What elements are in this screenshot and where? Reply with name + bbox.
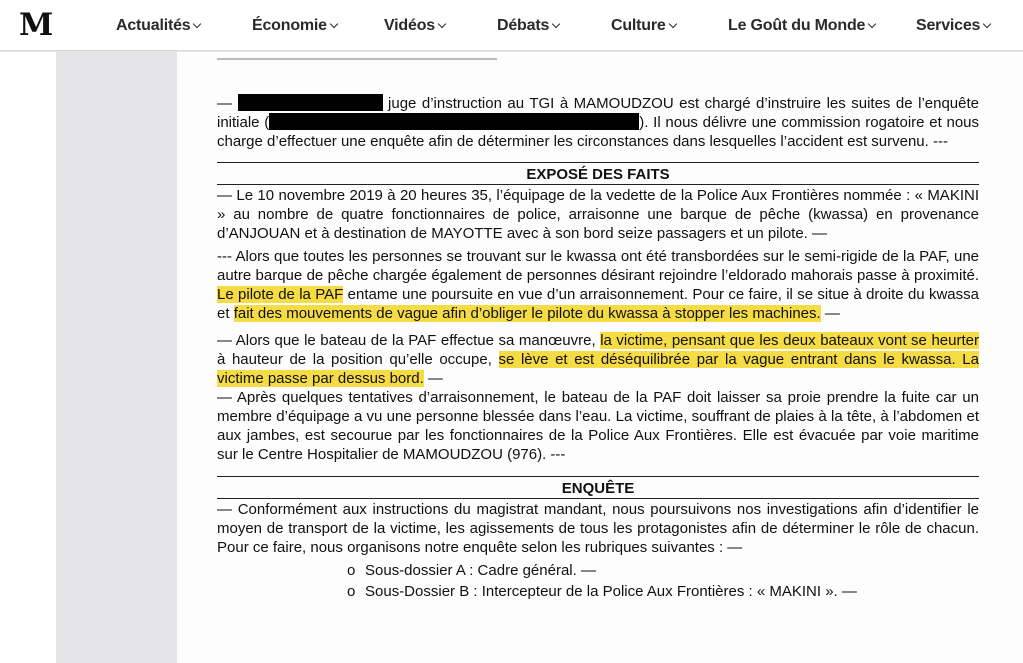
nav-item-economie[interactable] — [252, 15, 337, 37]
paragraph-faits-4: — Après quelques tentatives d’arraisonnement, le bateau de la PAF doit laisser sa proie prendre la fuite car un membre d’équipage a vu une personne blessée dans l’eau. La victime, souffrant de plaies à la tête, à l’abdomen et aux jambes, est secourue par les fonctionnaires de la Police Aux Frontières. Elle est évacuée par voie maritime sur le Centre Hospitalier de MAMOUDZOU (976). --- — [217, 389, 979, 463]
nav-item-label: Culture — [611, 17, 666, 34]
text: juge d’instruction au TGI à MAMOUDZOU est chargé d’instruire les suites de l’enquête initiale ( — [217, 95, 980, 131]
nav-item-label: Économie — [252, 17, 327, 34]
heading-enquete: ENQUÊTE — [217, 479, 979, 499]
nav-item-label: Débats — [497, 17, 550, 34]
highlighted-text: se lève et est déséquilibrée par la vague entrant dans le kwassa. La victime passe par dessus bord. — [217, 351, 979, 387]
paragraph-faits-2 — [217, 247, 979, 323]
nav-item-gout-du-monde[interactable] — [728, 15, 875, 37]
list-item — [217, 561, 979, 580]
left-margin — [0, 52, 56, 663]
paragraph-commission — [217, 94, 979, 151]
text: Sous-dossier A : Cadre général. — — [365, 562, 596, 579]
text: — — [217, 95, 238, 112]
text: entame une poursuite en vue d’un arraisonnement. Pour ce faire, il se situe à droite du kwassa et — [217, 286, 979, 322]
nav-item-culture[interactable] — [611, 15, 676, 37]
top-nav — [0, 0, 1023, 51]
chevron-down-icon — [868, 20, 876, 28]
document-text — [217, 94, 979, 601]
nav-item-actualites[interactable] — [116, 15, 200, 37]
text: à hauteur de la position qu’elle occupe, — [217, 351, 499, 368]
nav-item-debats[interactable] — [497, 15, 559, 37]
paragraph-faits-1: — Le 10 novembre 2019 à 20 heures 35, l’équipage de la vedette de la Police Aux Frontières nommée : « MAKINI » au nombre de quatre fonctionnaires de police, arraisonne une barque de pêche (kwassa) en provenance d’ANJOUAN et à destination de MAYOTTE avec à son bord seize passagers et un pilote. — — [217, 187, 979, 242]
chevron-down-icon — [668, 20, 676, 28]
chevron-down-icon — [552, 20, 560, 28]
cropped-text-line — [217, 56, 517, 62]
text: Sous-Dossier B : Intercepteur de la Police Aux Frontières : « MAKINI ». — — [365, 583, 857, 600]
chevron-down-icon — [983, 20, 991, 28]
nav-item-label: Vidéos — [384, 17, 435, 34]
text: — — [820, 305, 840, 322]
text: ). Il nous délivre une commission rogatoire et nous charge d’effectuer une enquête afin de déterminer les circonstances dans lesquelles l’accident est survenu. --- — [217, 114, 979, 150]
highlighted-text: la victime, pensant que les deux bateaux vont se heurter — [600, 332, 979, 349]
text: — — [423, 370, 443, 387]
redaction-block — [269, 113, 639, 130]
nav-item-label: Actualités — [116, 17, 191, 34]
highlighted-text: fait des mouvements de vague afin d’obliger le pilote du kwassa à stopper les machines. — [233, 305, 821, 322]
paragraph-enquete: — Conformément aux instructions du magistrat mandant, nous poursuivons nos investigations afin d’identifier le moyen de transport de la victime, les agissements de tous les protagonistes afin de déterminer le rôle de chacun. Pour ce faire, nous organisons notre enquête selon les rubriques suivantes : — — [217, 501, 979, 556]
nav-item-services[interactable] — [916, 15, 990, 37]
bullet-marker: o — [347, 562, 356, 579]
nav-item-label: Le Goût du Monde — [728, 17, 866, 34]
nav-menu — [0, 0, 1023, 51]
nav-item-label: Services — [916, 17, 981, 34]
nav-item-videos[interactable] — [384, 15, 445, 37]
chevron-down-icon — [330, 20, 338, 28]
bullet-marker: o — [347, 583, 356, 600]
redaction-block — [238, 94, 383, 111]
le-monde-logo[interactable]: M — [19, 7, 52, 43]
document-page — [177, 52, 1023, 663]
text: --- Alors que toutes les personnes se trouvant sur le kwassa ont été transbordées sur le semi-rigide de la PAF, une autre barque de pêche chargée également de personnes désirant rejoindre l’eldorado mahorais passe à proximité. — [217, 248, 979, 284]
highlighted-text: Le pilote de la PAF — [217, 286, 344, 303]
chevron-down-icon — [193, 20, 201, 28]
list-item — [217, 582, 979, 601]
heading-expose-des-faits: EXPOSÉ DES FAITS — [217, 165, 979, 185]
chevron-down-icon — [438, 20, 446, 28]
text: — Alors que le bateau de la PAF effectue sa manœuvre, — [217, 332, 601, 349]
paragraph-faits-3 — [217, 331, 979, 388]
